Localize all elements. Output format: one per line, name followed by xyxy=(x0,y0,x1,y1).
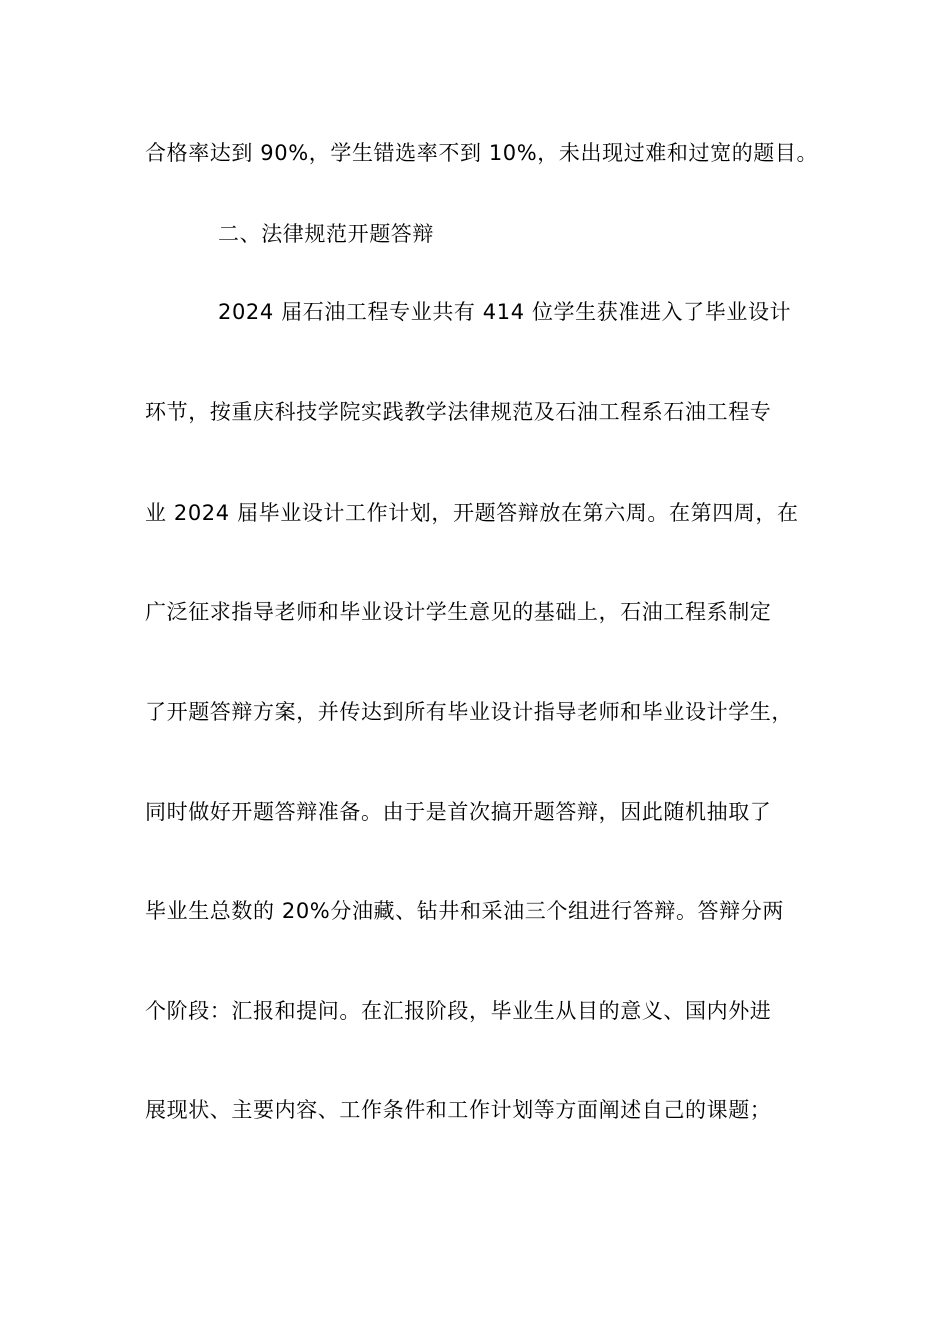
paragraph-line-10: 展现状、主要内容、工作条件和工作计划等方面阐述自己的课题； xyxy=(145,1098,772,1122)
paragraph-line-2: 2024 届石油工程专业共有 414 位学生获准进入了毕业设计 xyxy=(218,300,792,324)
paragraph-line-6: 了开题答辩方案，并传达到所有毕业设计指导老师和毕业设计学生， xyxy=(145,700,793,724)
paragraph-line-1: 合格率达到 90%，学生错选率不到 10%，未出现过难和过宽的题目。 xyxy=(145,141,819,165)
paragraph-line-5: 广泛征求指导老师和毕业设计学生意见的基础上，石油工程系制定 xyxy=(145,600,772,624)
section-heading: 二、法律规范开题答辩 xyxy=(218,222,434,246)
paragraph-line-7: 同时做好开题答辩准备。由于是首次搞开题答辩，因此随机抽取了 xyxy=(145,800,772,824)
paragraph-line-9: 个阶段：汇报和提问。在汇报阶段，毕业生从目的意义、国内外进 xyxy=(145,999,772,1023)
paragraph-line-8: 毕业生总数的 20%分油藏、钻井和采油三个组进行答辩。答辩分两 xyxy=(145,899,784,923)
paragraph-line-3: 环节，按重庆科技学院实践教学法律规范及石油工程系石油工程专 xyxy=(145,400,772,424)
paragraph-line-4: 业 2024 届毕业设计工作计划，开题答辩放在第六周。在第四周，在 xyxy=(145,501,799,525)
